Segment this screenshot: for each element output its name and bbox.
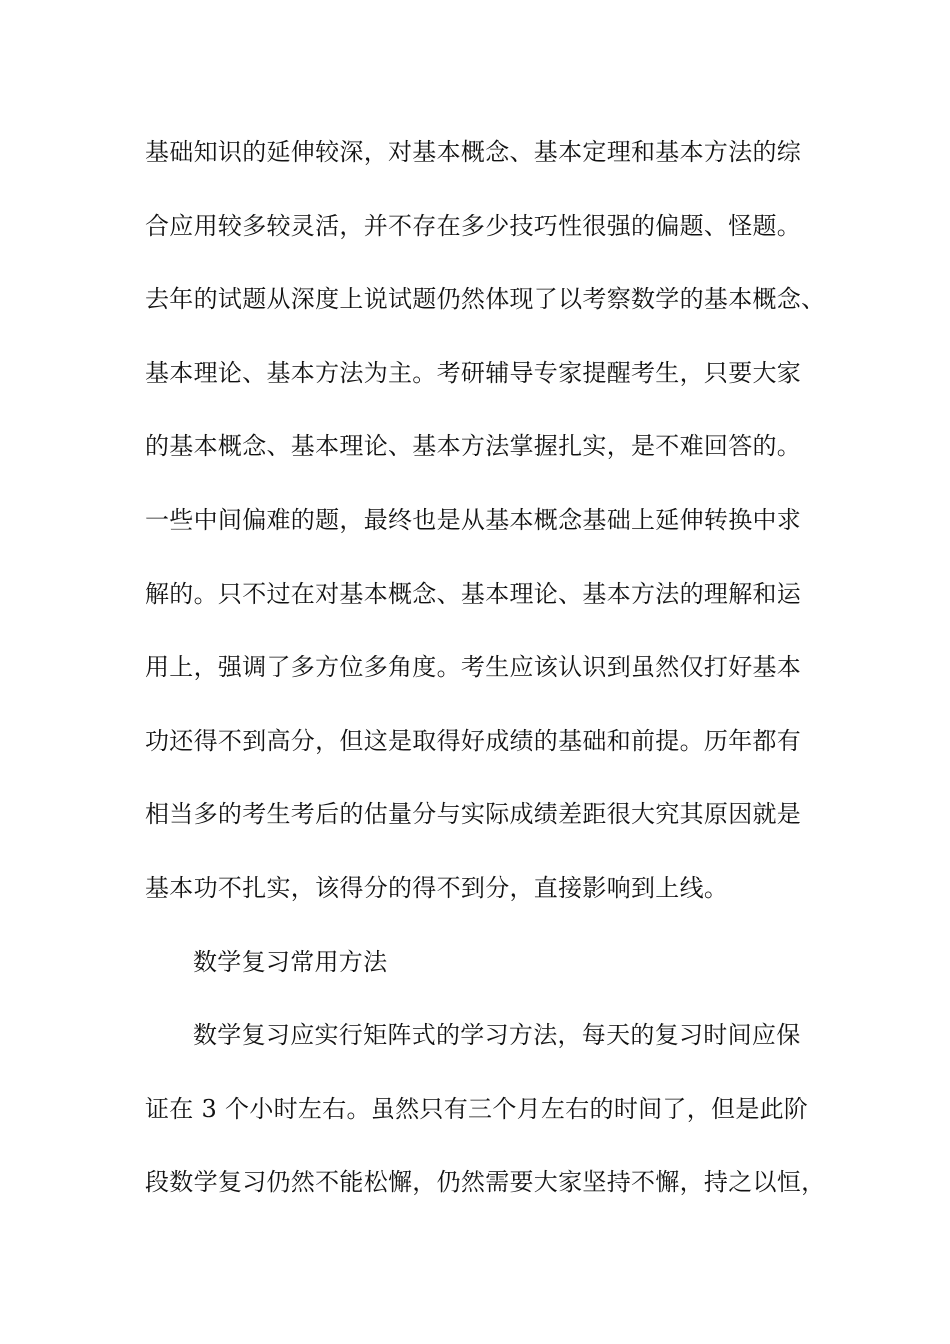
text-line: 去年的试题从深度上说试题仍然体现了以考察数学的基本概念、 xyxy=(145,285,826,314)
text-line: 段数学复习仍然不能松懈，仍然需要大家坚持不懈，持之以恒， xyxy=(145,1168,826,1197)
text-line: 合应用较多较灵活，并不存在多少技巧性很强的偏题、怪题。 xyxy=(145,211,802,240)
text-line: 相当多的考生考后的估量分与实际成绩差距很大究其原因就是 xyxy=(145,800,802,829)
text-line: 功还得不到高分，但这是取得好成绩的基础和前提。历年都有 xyxy=(145,726,802,755)
text-line: 用上，强调了多方位多角度。考生应该认识到虽然仅打好基本 xyxy=(145,653,802,682)
text-line: 的基本概念、基本理论、基本方法掌握扎实，是不难回答的。 xyxy=(145,432,802,461)
text-line: 证在 3 个小时左右。虽然只有三个月左右的时间了，但是此阶 xyxy=(145,1094,809,1123)
text-line: 基本理论、基本方法为主。考研辅导专家提醒考生，只要大家 xyxy=(145,358,802,387)
text-line: 基础知识的延伸较深，对基本概念、基本定理和基本方法的综 xyxy=(145,138,802,166)
text-line: 数学复习应实行矩阵式的学习方法，每天的复习时间应保 xyxy=(193,1021,801,1050)
text-line: 解的。只不过在对基本概念、基本理论、基本方法的理解和运 xyxy=(145,579,802,608)
body-text xyxy=(145,128,835,1232)
section-heading: 数学复习常用方法 xyxy=(193,947,388,976)
text-line: 基本功不扎实，该得分的得不到分，直接影响到上线。 xyxy=(145,873,729,902)
text-line: 一些中间偏难的题，最终也是从基本概念基础上延伸转换中求 xyxy=(145,505,802,534)
